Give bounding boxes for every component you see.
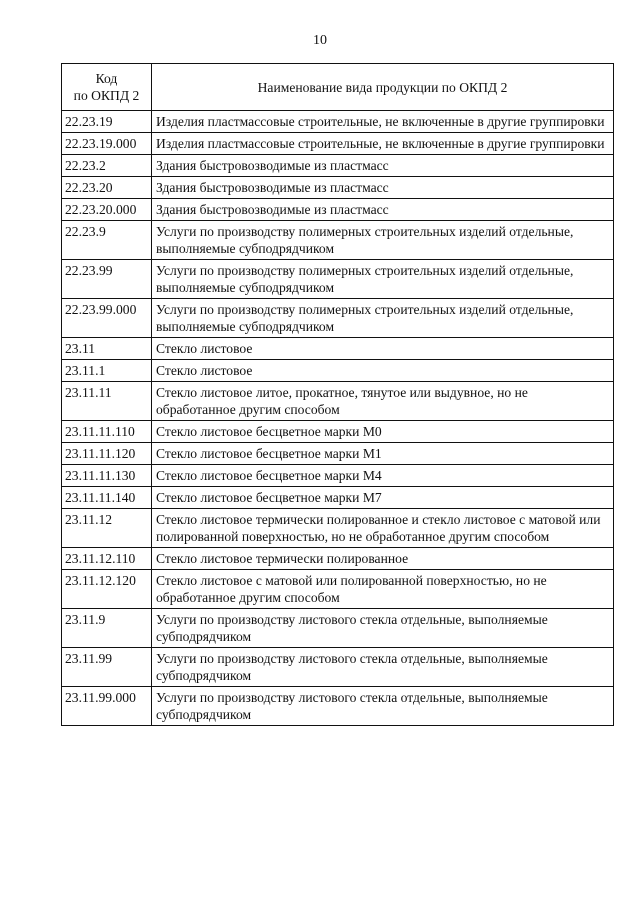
table-row — [62, 260, 614, 299]
table-row — [62, 443, 614, 465]
row-name: Здания быстровозводимые из пластмасс — [152, 177, 614, 199]
table-row — [62, 199, 614, 221]
row-name: Изделия пластмассовые строительные, не включенные в другие группировки — [152, 133, 614, 155]
table-row — [62, 177, 614, 199]
table-row — [62, 299, 614, 338]
table-row — [62, 360, 614, 382]
table-row — [62, 509, 614, 548]
table-row — [62, 221, 614, 260]
row-name: Стекло листовое бесцветное марки М1 — [152, 443, 614, 465]
page-number: 10 — [313, 33, 327, 48]
row-code: 23.11.1 — [62, 360, 152, 382]
header-name: Наименование вида продукции по ОКПД 2 — [152, 64, 614, 111]
table-row — [62, 648, 614, 687]
row-code: 23.11.11.110 — [62, 421, 152, 443]
table-row — [62, 609, 614, 648]
row-code: 22.23.99.000 — [62, 299, 152, 338]
row-code: 23.11.12.120 — [62, 570, 152, 609]
row-code: 22.23.20 — [62, 177, 152, 199]
okpd-table — [61, 63, 614, 726]
row-name: Услуги по производству полимерных строительных изделий отдельные, выполняемые субподрядчиком — [152, 221, 614, 260]
row-name: Услуги по производству листового стекла отдельные, выполняемые субподрядчиком — [152, 648, 614, 687]
row-code: 23.11.11.120 — [62, 443, 152, 465]
row-name: Услуги по производству листового стекла отдельные, выполняемые субподрядчиком — [152, 609, 614, 648]
row-name: Стекло листовое литое, прокатное, тянутое или выдувное, но не обработанное другим способом — [152, 382, 614, 421]
row-name: Здания быстровозводимые из пластмасс — [152, 199, 614, 221]
table-row — [62, 487, 614, 509]
table-row — [62, 465, 614, 487]
row-code: 22.23.19 — [62, 111, 152, 133]
row-name: Здания быстровозводимые из пластмасс — [152, 155, 614, 177]
row-name: Стекло листовое бесцветное марки М7 — [152, 487, 614, 509]
row-code: 22.23.20.000 — [62, 199, 152, 221]
table-body — [62, 111, 614, 726]
table-row — [62, 133, 614, 155]
row-code: 23.11.12.110 — [62, 548, 152, 570]
row-code: 23.11.9 — [62, 609, 152, 648]
row-code: 22.23.99 — [62, 260, 152, 299]
row-code: 22.23.2 — [62, 155, 152, 177]
row-code: 22.23.19.000 — [62, 133, 152, 155]
row-name: Услуги по производству листового стекла отдельные, выполняемые субподрядчиком — [152, 687, 614, 726]
table-row — [62, 338, 614, 360]
row-code: 23.11 — [62, 338, 152, 360]
table-row — [62, 421, 614, 443]
row-code: 22.23.9 — [62, 221, 152, 260]
row-code: 23.11.99 — [62, 648, 152, 687]
row-code: 23.11.99.000 — [62, 687, 152, 726]
row-name: Стекло листовое бесцветное марки М0 — [152, 421, 614, 443]
row-name: Стекло листовое термически полированное — [152, 548, 614, 570]
row-name: Стекло листовое термически полированное и стекло листовое с матовой или полированной поверхностью, но не обработанное другим способом — [152, 509, 614, 548]
table-row — [62, 155, 614, 177]
table-row — [62, 548, 614, 570]
row-name: Стекло листовое — [152, 360, 614, 382]
row-name: Стекло листовое бесцветное марки М4 — [152, 465, 614, 487]
row-name: Изделия пластмассовые строительные, не включенные в другие группировки — [152, 111, 614, 133]
header-code-line2: по ОКПД 2 — [73, 88, 140, 103]
row-name: Стекло листовое — [152, 338, 614, 360]
table-row — [62, 111, 614, 133]
row-name: Услуги по производству полимерных строительных изделий отдельные, выполняемые субподрядчиком — [152, 260, 614, 299]
row-name: Стекло листовое с матовой или полированной поверхностью, но не обработанное другим способом — [152, 570, 614, 609]
table-row — [62, 570, 614, 609]
table-row — [62, 382, 614, 421]
header-code — [62, 64, 152, 111]
row-code: 23.11.11.130 — [62, 465, 152, 487]
row-code: 23.11.11.140 — [62, 487, 152, 509]
row-code: 23.11.11 — [62, 382, 152, 421]
table-header-row — [62, 64, 614, 111]
row-code: 23.11.12 — [62, 509, 152, 548]
row-name: Услуги по производству полимерных строительных изделий отдельные, выполняемые субподрядчиком — [152, 299, 614, 338]
table-row — [62, 687, 614, 726]
header-code-line1: Код — [95, 71, 118, 86]
